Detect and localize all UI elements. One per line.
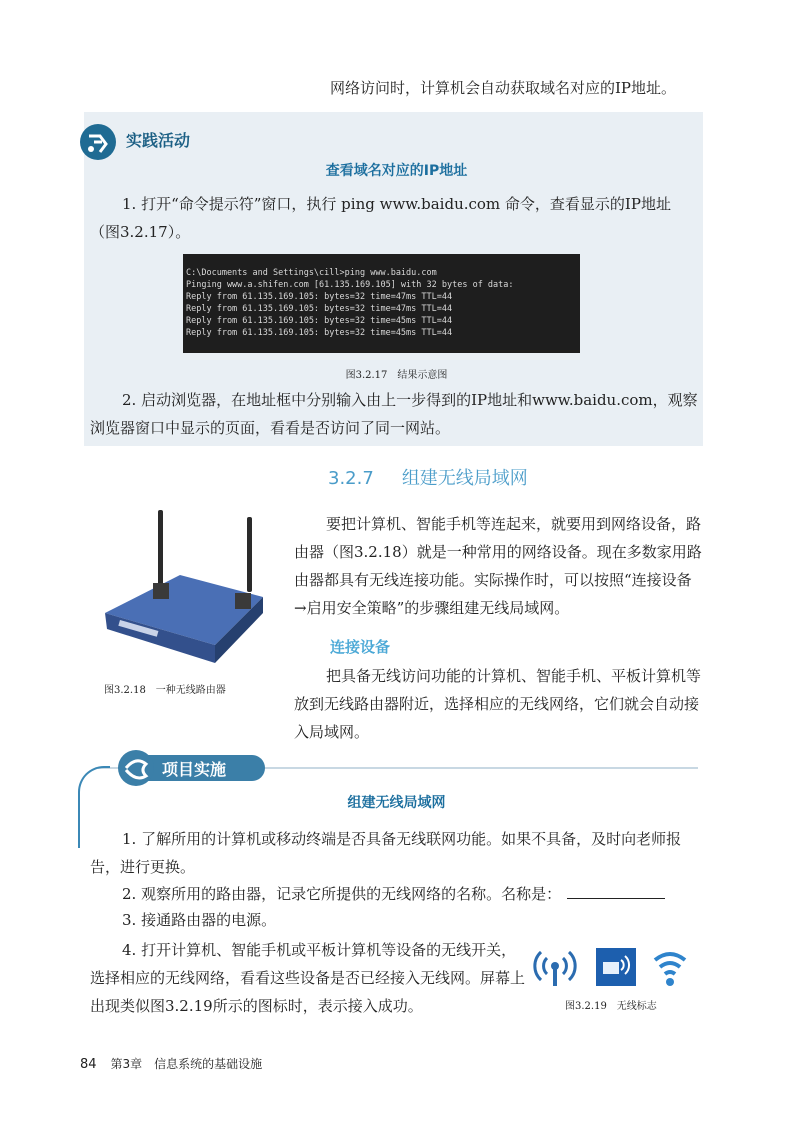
paragraph-connect bbox=[294, 662, 704, 746]
project-step-4 bbox=[90, 936, 530, 1020]
project-step-1-text: 1. 了解所用的计算机或移动终端是否具备无线联网功能。如果不具备，及时向老师报告，进行更换。 bbox=[90, 830, 682, 876]
project-title: 组建无线局域网 bbox=[347, 795, 446, 811]
paragraph-router-text: 要把计算机、智能手机等连起来，就要用到网络设备，路由器（图3.2.18）就是一种常用的网络设备。现在多数家用路由器都具有无线连接功能。实际操作时，可以按照“连接设备→启用安全策略”的步骤组建无线局域网。 bbox=[294, 515, 702, 617]
name-blank[interactable] bbox=[567, 884, 665, 899]
project-icon bbox=[118, 750, 154, 786]
activity-step-2 bbox=[90, 386, 700, 442]
activity-step-1-text: 1. 打开“命令提示符”窗口，执行 ping www.baidu.com 命令，查看显示的IP地址（图3.2.17）。 bbox=[90, 195, 671, 241]
project-step-3-text: 3. 接通路由器的电源。 bbox=[122, 911, 277, 929]
project-label: 项目实施 bbox=[162, 760, 227, 779]
figure-caption-3-2-18: 图3.2.18 一种无线路由器 bbox=[104, 685, 226, 696]
router-image bbox=[95, 505, 270, 670]
wifi-antenna-icon bbox=[535, 952, 575, 986]
section-heading bbox=[328, 464, 528, 490]
console-line: Reply from 61.135.169.105: bytes=32 time=45ms TTL=44 bbox=[186, 316, 453, 326]
figure-caption-3-2-17: 图3.2.17 结果示意图 bbox=[345, 370, 448, 381]
paragraph-router bbox=[294, 510, 704, 622]
console-screenshot bbox=[183, 254, 580, 353]
paragraph-connect-text: 把具备无线访问功能的计算机、智能手机、平板计算机等放到无线路由器附近，选择相应的无线网络，它们就会自动接入局域网。 bbox=[294, 667, 702, 741]
console-line: Reply from 61.135.169.105: bytes=32 time=47ms TTL=44 bbox=[186, 292, 453, 302]
subheading-connect: 连接设备 bbox=[330, 638, 391, 656]
wireless-monitor-icon bbox=[596, 948, 636, 986]
chapter-title: 第3章 信息系统的基础设施 bbox=[110, 1057, 263, 1071]
activity-step-2-text: 2. 启动浏览器，在地址框中分别输入由上一步得到的IP地址和www.baidu.com，观察浏览器窗口中显示的页面，看看是否访问了同一网站。 bbox=[90, 391, 698, 437]
activity-title: 查看域名对应的IP地址 bbox=[325, 163, 468, 179]
wifi-signal-icon bbox=[655, 954, 685, 986]
console-line: C:\Documents and Settings\cill>ping www.baidu.com bbox=[186, 268, 437, 278]
section-number: 3.2.7 bbox=[328, 468, 374, 489]
activity-label: 实践活动 bbox=[126, 131, 191, 150]
figure-caption-3-2-19: 图3.2.19 无线标志 bbox=[565, 1001, 657, 1012]
activity-icon bbox=[80, 124, 116, 160]
project-step-2 bbox=[90, 880, 702, 908]
project-step-1 bbox=[90, 825, 702, 881]
page-number: 84 bbox=[80, 1057, 97, 1072]
project-step-3 bbox=[90, 906, 702, 934]
page-footer bbox=[80, 1055, 262, 1072]
console-line: Pinging www.a.shifen.com [61.135.169.105] with 32 bytes of data: bbox=[186, 280, 514, 290]
section-title: 组建无线局域网 bbox=[401, 468, 528, 489]
project-step-4-text: 4. 打开计算机、智能手机或平板计算机等设备的无线开关，选择相应的无线网络，看看这些设备是否已经接入无线网。屏幕上出现类似图3.2.19所示的图标时，表示接入成功。 bbox=[90, 941, 526, 1015]
activity-step-1 bbox=[90, 190, 698, 246]
intro-line: 网络访问时，计算机会自动获取域名对应的IP地址。 bbox=[330, 79, 677, 97]
project-step-2-text: 2. 观察所用的路由器，记录它所提供的无线网络的名称。名称是： bbox=[122, 885, 562, 903]
console-line: Reply from 61.135.169.105: bytes=32 time=47ms TTL=44 bbox=[186, 304, 453, 314]
console-line: Reply from 61.135.169.105: bytes=32 time=45ms TTL=44 bbox=[186, 328, 453, 338]
wireless-icons bbox=[533, 944, 693, 990]
